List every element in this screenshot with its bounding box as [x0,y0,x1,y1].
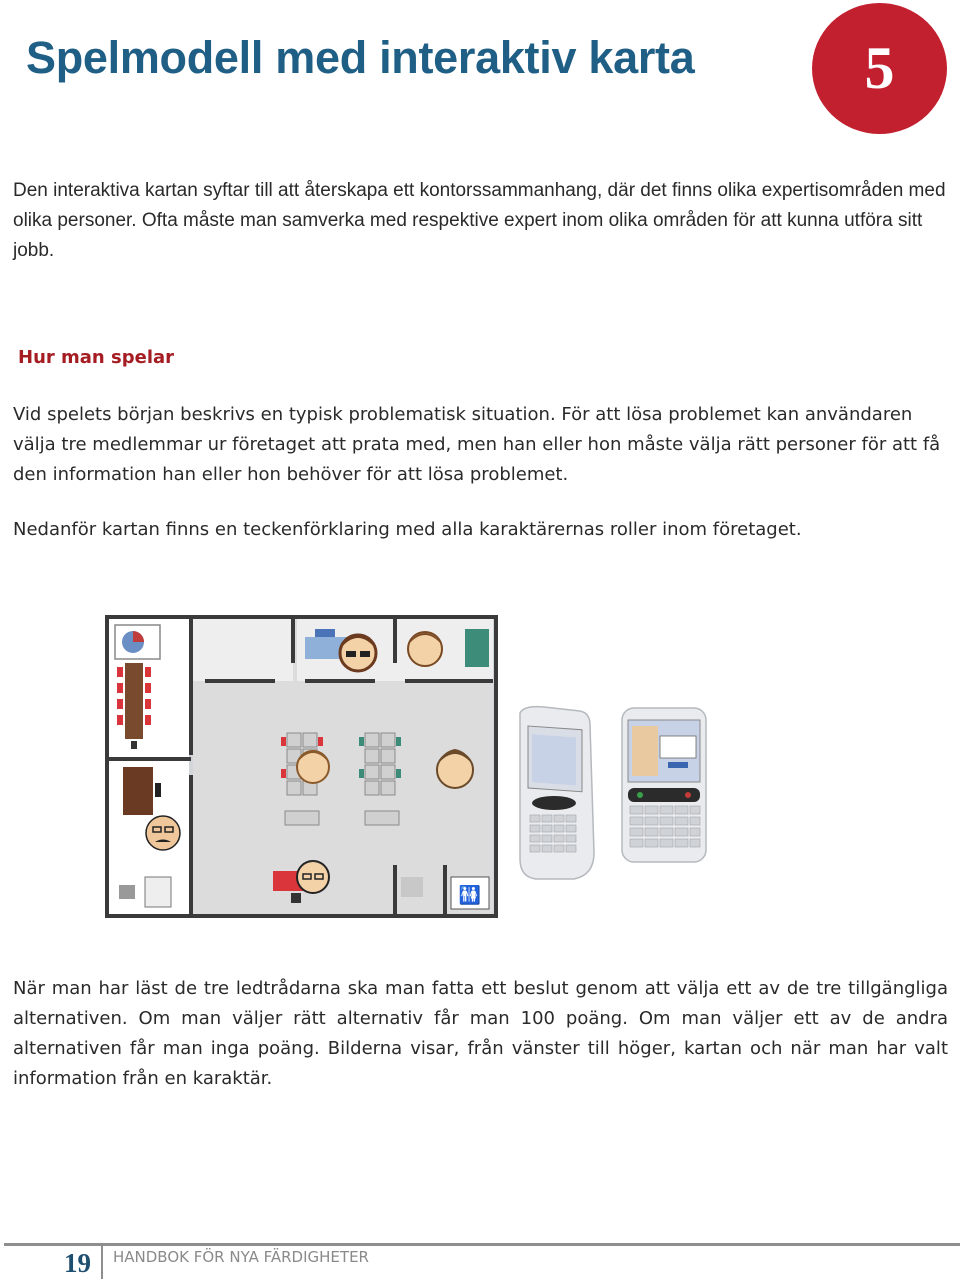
office-map-image [105,615,498,918]
page-title: Spelmodell med interaktiv karta [26,32,695,83]
intro-paragraph: Den interaktiva kartan syftar till att återskapa ett kontorssammanhang, där det finns olika expertisområden med olika personer. Ofta måste man samverka med respektive expert inom olika områden för att kunna utföra sitt jobb. [13,180,946,261]
phone-character-screen-image [618,706,710,866]
paragraph-how-to-play: Vid spelets början beskrivs en typisk problematisk situation. För att lösa problemet kan användaren välja tre medlemmar ur företaget att prata med, men han eller hon måste välja rätt personer för att få den information han eller hon behöver för att lösa problemet. [13,404,941,485]
footer-rule [4,1243,960,1246]
chapter-badge [812,3,947,134]
running-title: HANDBOK FÖR NYA FÄRDIGHETER [113,1248,369,1266]
svg-text:🚻: 🚻 [458,885,482,906]
footer-separator [101,1246,103,1279]
paragraph-legend-note: Nedanför kartan finns en teckenförklaring med alla karaktärernas roller inom företaget. [13,519,802,540]
page-number: 19 [64,1248,91,1278]
section-heading: Hur man spelar [18,347,175,368]
chapter-number: 5 [864,35,895,101]
paragraph-decision: När man har läst de tre ledtrådarna ska man fatta ett beslut genom att välja ett av de tre tillgängliga alternativen. Om man väljer rätt alternativ får man 100 poäng. Om man väljer ett av de andra alternativen får man inga poäng. Bilderna visar, från vänster till höger, kartan och när man har valt information från en karaktär. [13,978,948,1089]
phone-map-screen-image [514,703,596,883]
